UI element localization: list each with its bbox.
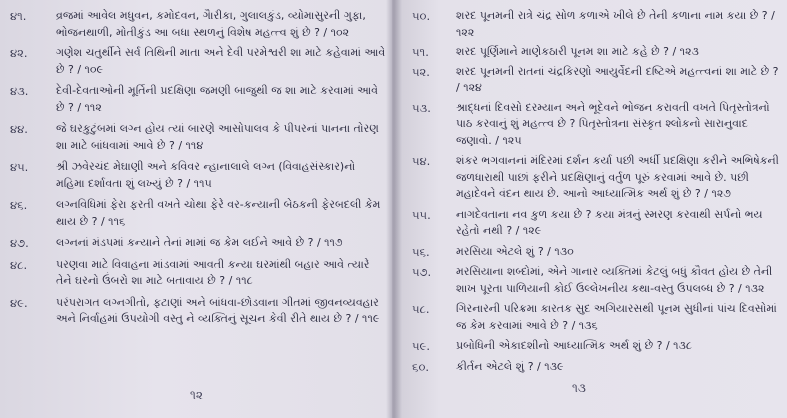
question-text: પરણવા માટે વિવાહના માંડવામાં આવતી કન્યા ઘરમાંથી બહાર આવે ત્યારે તેને ઘરનો ઉંબરો શા માટે બતાવાય છે ? / ૧૧૮ [56, 257, 370, 287]
list-item [6, 159, 386, 192]
question-text: વ્રજમાં આવેલ મધુવન, કમોદવન, ગૈારીકા, ગુલાલકુંડ, વ્યોમાસુરની ગુફા, ભોજનથાળી, મોતીકુંડ આ બધા સ્થળનું વિશેષ મહત્ત્વ શું છે ? / ૧૦૨ [56, 9, 366, 39]
question-text: કીર્તન એટલે શું ? / ૧૩૯ [456, 359, 564, 373]
question-number: ૫૫. [412, 207, 431, 222]
left-page [0, 0, 392, 418]
question-number: ૫૩. [412, 100, 431, 115]
list-item [6, 8, 386, 41]
question-list-right [406, 8, 782, 375]
question-number: ૪૯. [10, 295, 28, 310]
list-item [406, 207, 782, 240]
list-item [6, 257, 386, 290]
list-item [406, 244, 782, 261]
question-text: ગણેશ ચતુર્થીને સર્વ તિથિની માતા અને દેવી પરમેશ્વરી શા માટે કહેવામાં આવે છે ? / ૧૦૯ [56, 46, 386, 76]
question-number: ૫૪. [412, 154, 431, 168]
question-number: ૫૨. [412, 64, 430, 79]
list-item [406, 301, 782, 334]
question-number: ૪૮. [10, 257, 28, 272]
question-number: ૪૧. [10, 9, 27, 23]
list-item [6, 197, 386, 230]
page-number: ૧૨ [190, 388, 203, 402]
question-number: ૪૭. [10, 236, 29, 250]
list-item [406, 153, 782, 203]
list-item [6, 83, 386, 116]
question-text: શ્રાદ્ધનાં દિવસો દરમ્યાન અને ભૂદેવને ભોજન કરાવતી વખતે પિતૃસ્તોત્રનો પાઠ કરવાનું શું મહત્ત્વ છે ? પિતૃસ્તોત્રના સંસ્કૃત શ્લોકનો સારાનુવાદ જણાવો. / ૧૨૫ [456, 100, 770, 147]
list-item [6, 45, 386, 78]
question-number: ૫૭. [412, 265, 432, 279]
question-text: દેવી-દેવતાઓની મૂર્તિની પ્રદક્ષિણા જમણી બાજુથી જ શા માટે કરવામાં આવે છે ? / ૧૧૨ [56, 84, 379, 114]
question-number: ૫૮. [412, 302, 430, 316]
question-list-left [6, 8, 386, 328]
question-number: ૫૦. [412, 9, 431, 23]
question-text: શંકર ભગવાનનાં મંદિરમાં દર્શન કર્યા પછી અર્ધી પ્રદક્ષિણા કરીને અભિષેકની જળધારાથી પાછાં ફરીને પ્રદક્ષિણાનું વર્તુળ પૂરું કરવામાં આવે છે. પછી મહાદેવને વંદન થાય છે. આનો આધ્યાત્મિક અર્થ શું છે ? / ૧૨૭ [456, 154, 779, 200]
question-number: ૪૩. [10, 84, 29, 98]
question-text: શરદ પૂનમની રાતનાં ચંદ્રકિરણો આયુર્વેદની દષ્ટિએ મહત્ત્વનાં શા માટે છે ? / ૧૨૪ [456, 64, 779, 94]
question-number: ૪૨. [10, 46, 28, 60]
question-text: પરંપરાગત લગ્નગીતો, ફટાણાં અને બાંધવા-છોડવાના ગીતમાં જીવનવ્યવહાર અને નિર્વાહમાં ઉપયોગી વસ્તુ ને વ્યક્તિનું સૂચન કેવી રીતે થાય છે ? / ૧૧૯ [56, 295, 380, 325]
question-number: ૬૦. [412, 359, 430, 374]
page-number: ૧૩ [572, 381, 586, 395]
list-item [406, 264, 782, 297]
question-text: મરસિયાના શબ્દોમાં, એને ગાનાર વ્યક્તિમાં કેટલું બધું કૌવત હોય છે તેની શાખ પૂરતા પાળિયાની કોઈ ઉલ્લેખનીય કથા-વસ્તુ ઉપલબ્ધ છે ? / ૧૩૨ [456, 265, 773, 295]
list-item [406, 338, 782, 355]
question-number: ૫૧. [412, 45, 429, 59]
question-number: ૫૬. [412, 244, 430, 259]
question-text: મરસિયા એટલે શું ? / ૧૩૦ [456, 244, 574, 258]
question-number: ૫૯. [412, 339, 431, 353]
question-text: શ્રી ઝવેરચંદ મેઘાણી અને કવિવર ન્હાનાલાલે લગ્ન (વિવાહસંસ્કાર)નો મહિમા દર્શાવતા શું લખ્યું છે ? / ૧૧૫ [56, 160, 356, 190]
list-item [406, 100, 782, 150]
right-page [392, 0, 787, 418]
question-text: નાગદેવતાના નવ કુળ કયા છે ? કયા મંત્રનું સ્મરણ કરવાથી સર્પનો ભય રહેતો નથી ? / ૧૨૯ [456, 207, 763, 237]
question-text: શરદ પૂર્ણિમાને માણેકઠારી પૂનમ શા માટે કહે છે ? / ૧૨૩ [456, 45, 699, 58]
question-number: ૪૫. [10, 160, 29, 174]
question-text: લગ્નનાં મંડપમાં કન્યાને તેનાં મામાં જ કેમ લઈને આવે છે ? / ૧૧૭ [56, 236, 343, 249]
question-text: પ્રબોધિની એકાદશીનો આધ્યાત્મિક અર્થ શું છે ? / ૧૩૮ [456, 339, 692, 352]
list-item [406, 64, 782, 97]
list-item [6, 121, 386, 154]
list-item [406, 359, 782, 376]
list-item [6, 235, 386, 252]
question-number: ૪૬. [10, 198, 28, 212]
list-item [406, 8, 782, 41]
question-text: શરદ પૂનમની રાત્રે ચંદ્ર સોળ કળાએ ખીલે છે તેની કળાના નામ કયા છે ? / ૧૨૨ [456, 9, 775, 39]
question-text: જે ઘરકુટુંબમાં લગ્ન હોય ત્યાં બારણે આસોપાલવ કે પીપરનાં પાનના તોરણ શા માટે બાંધવામાં આવે છે ? / ૧૧૪ [56, 122, 379, 152]
question-text: ગિરનારની પરિક્રમા કારતક સુદ અગિયારસથી પૂનમ સુધીનાં પાંચ દિવસોમાં જ કેમ કરવામાં આવે છે ? / ૧૩૬ [456, 302, 777, 332]
list-item [6, 295, 386, 328]
list-item [406, 44, 782, 61]
question-text: લગ્નવિધિમાં ફેરા ફરતી વખતે ચોથા ફેરે વર-કન્યાની બેઠકની ફેરબદલી કેમ થાય છે ? / ૧૧૬ [56, 198, 381, 228]
question-number: ૪૪. [10, 122, 28, 136]
